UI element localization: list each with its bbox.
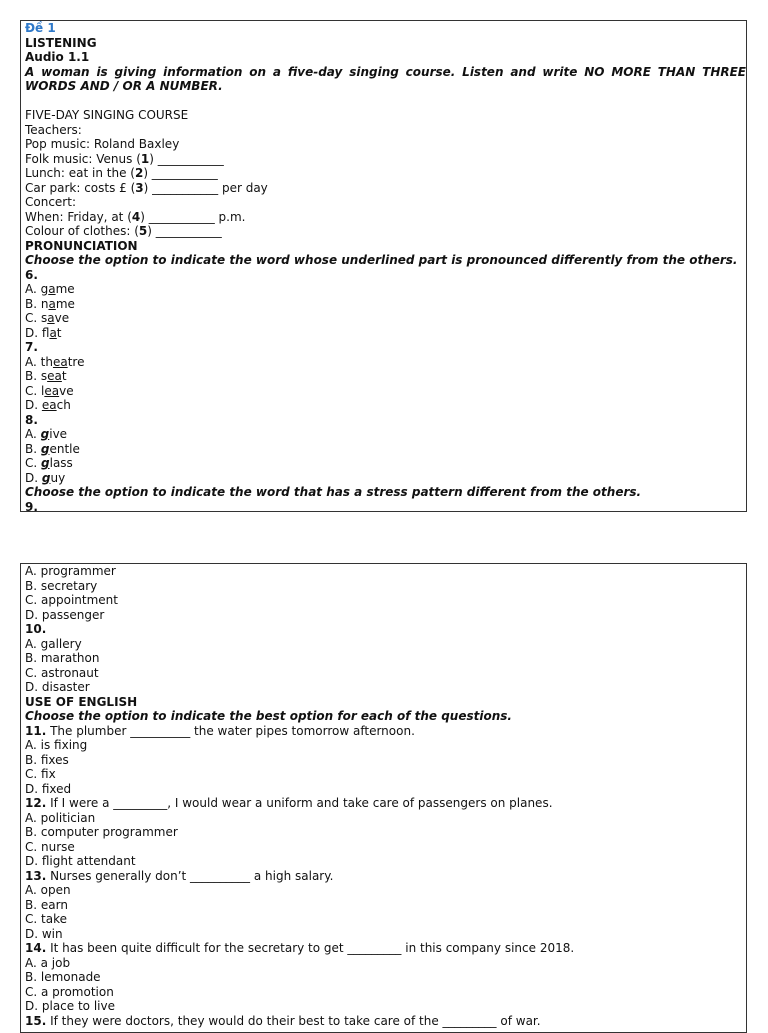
- q9-option-b: B. secretary: [25, 578, 98, 593]
- q10-option-a: A. gallery: [25, 636, 82, 651]
- q8-option-d: D. guy: [25, 470, 66, 485]
- concert-label: Concert:: [25, 195, 76, 209]
- section-use-of-english: USE OF ENGLISH: [25, 694, 138, 709]
- pop-music-line: Pop music: Roland Baxley: [25, 137, 180, 151]
- q6-option-d: D. flat: [25, 325, 62, 340]
- q6-option-a: A. game: [25, 282, 75, 296]
- q10-option-c: C. astronaut: [25, 665, 99, 680]
- folk-music-line: Folk music: Venus (1) ___________: [25, 151, 224, 166]
- q11-option-c: C. fix: [25, 767, 56, 781]
- q14-option-d: D. place to live: [25, 999, 115, 1013]
- q9-option-d: D. passenger: [25, 607, 105, 622]
- q6-option-b: B. name: [25, 296, 75, 311]
- lunch-line: Lunch: eat in the (2) ___________: [25, 166, 218, 180]
- q12-option-c: C. nurse: [25, 839, 75, 854]
- pronunciation-instruction: Choose the option to indicate the word whose underlined part is pronounced differently from the others.: [25, 253, 738, 267]
- question-11: 11. The plumber __________ the water pipes tomorrow afternoon.: [25, 723, 415, 738]
- q7-option-c: C. leave: [25, 383, 74, 398]
- q10-option-d: D. disaster: [25, 680, 90, 694]
- q8-option-b: B. gentle: [25, 441, 80, 456]
- q7-option-b: B. seat: [25, 369, 67, 383]
- q12-option-d: D. flight attendant: [25, 854, 136, 868]
- q14-option-c: C. a promotion: [25, 984, 114, 999]
- q13-option-b: B. earn: [25, 897, 68, 912]
- test-heading: Đề 1: [25, 21, 56, 35]
- q14-option-b: B. lemonade: [25, 970, 101, 984]
- question-10-number: 10.: [25, 622, 47, 636]
- teachers-label: Teachers:: [25, 122, 82, 137]
- q13-option-d: D. win: [25, 926, 63, 941]
- q10-option-b: B. marathon: [25, 651, 100, 665]
- stress-instruction: Choose the option to indicate the word that has a stress pattern different from the others.: [25, 485, 642, 499]
- car-park-line: Car park: costs £ (3) ___________ per day: [25, 180, 268, 195]
- q8-option-a: A. give: [25, 427, 68, 441]
- page-2: [20, 563, 747, 1033]
- question-12: 12. If I were a _________, I would wear a uniform and take care of passengers on planes.: [25, 796, 553, 810]
- course-title: FIVE-DAY SINGING COURSE: [25, 108, 189, 122]
- q12-option-b: B. computer programmer: [25, 825, 178, 839]
- question-14: 14. It has been quite difficult for the secretary to get _________ in this company since 2018.: [25, 941, 575, 955]
- listening-instruction: A woman is giving information on a five-day singing course. Listen and write NO MORE THAN THREE WORDS AND / OR A NUMBER.: [25, 64, 746, 93]
- when-line: When: Friday, at (4) ___________ p.m.: [25, 209, 246, 224]
- colour-line: Colour of clothes: (5) ___________: [25, 224, 222, 238]
- section-listening: LISTENING: [25, 35, 97, 50]
- section-pronunciation: PRONUNCIATION: [25, 238, 138, 253]
- question-13: 13. Nurses generally don’t __________ a high salary.: [25, 868, 334, 883]
- q9-option-a: A. programmer: [25, 564, 116, 578]
- q9-option-c: C. appointment: [25, 593, 118, 607]
- q11-option-b: B. fixes: [25, 752, 69, 767]
- q8-option-c: C. glass: [25, 456, 73, 470]
- audio-label: Audio 1.1: [25, 50, 90, 64]
- question-8-number: 8.: [25, 412, 38, 427]
- q13-option-a: A. open: [25, 883, 71, 897]
- q6-option-c: C. save: [25, 311, 70, 325]
- question-9-number: 9.: [25, 499, 38, 514]
- q11-option-a: A. is fixing: [25, 738, 88, 752]
- page-1: [20, 20, 747, 512]
- question-7-number: 7.: [25, 340, 38, 354]
- question-6-number: 6.: [25, 267, 38, 282]
- q14-option-a: A. a job: [25, 955, 71, 970]
- q7-option-d: D. each: [25, 398, 71, 412]
- q13-option-c: C. take: [25, 912, 67, 926]
- question-15: 15. If they were doctors, they would do their best to take care of the _________ of war.: [25, 1013, 541, 1028]
- q7-option-a: A. theatre: [25, 354, 85, 369]
- q12-option-a: A. politician: [25, 810, 96, 825]
- use-of-english-instruction: Choose the option to indicate the best option for each of the questions.: [25, 709, 512, 723]
- q11-option-d: D. fixed: [25, 781, 72, 796]
